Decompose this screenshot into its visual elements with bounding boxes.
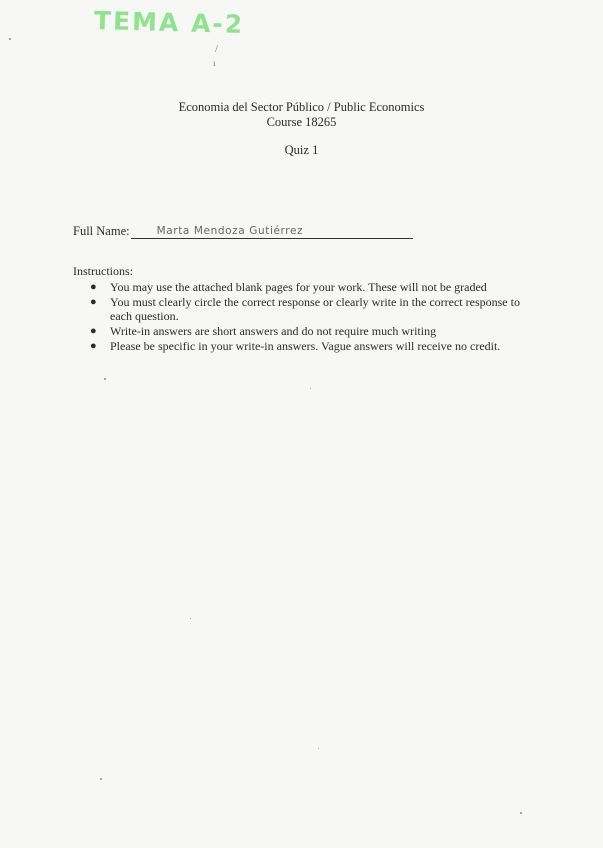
name-label: Full Name: [73, 224, 130, 238]
handwritten-tag: TEMA A-2 [93, 6, 245, 39]
scan-speck [104, 378, 106, 380]
bullet-icon: ● [90, 340, 97, 352]
name-field[interactable] [131, 224, 413, 239]
course-title: Economia del Sector Público / Public Economics [178, 100, 425, 114]
bullet-icon: ● [90, 325, 97, 337]
scan-speck [9, 38, 11, 40]
list-item: ● Please be specific in your write-in answers. Vague answers will receive no credit. [90, 339, 501, 353]
list-item: ● You may use the attached blank pages for your work. These will not be graded [90, 280, 487, 294]
stray-pen-mark: ı [213, 58, 216, 68]
instructions-label: Instructions: [73, 264, 133, 278]
list-item: ● Write-in answers are short answers and do not require much writing [90, 324, 437, 338]
scan-speck [190, 618, 191, 619]
scan-speck [520, 812, 522, 814]
scan-speck [100, 778, 102, 780]
name-field-row [73, 224, 413, 239]
scan-speck [318, 748, 319, 749]
scan-speck [310, 388, 311, 389]
course-number: Course 18265 [266, 115, 337, 129]
instructions-list [90, 280, 540, 354]
name-value: Marta Mendoza Gutiérrez [156, 225, 304, 237]
bullet-icon: ● [90, 296, 97, 308]
bullet-icon: ● [90, 281, 97, 293]
list-item: ● You must clearly circle the correct response or clearly write in the correct response to each question. [90, 295, 520, 323]
document-header [0, 100, 603, 130]
stray-pen-mark: / [215, 43, 219, 55]
quiz-title: Quiz 1 [284, 143, 319, 157]
